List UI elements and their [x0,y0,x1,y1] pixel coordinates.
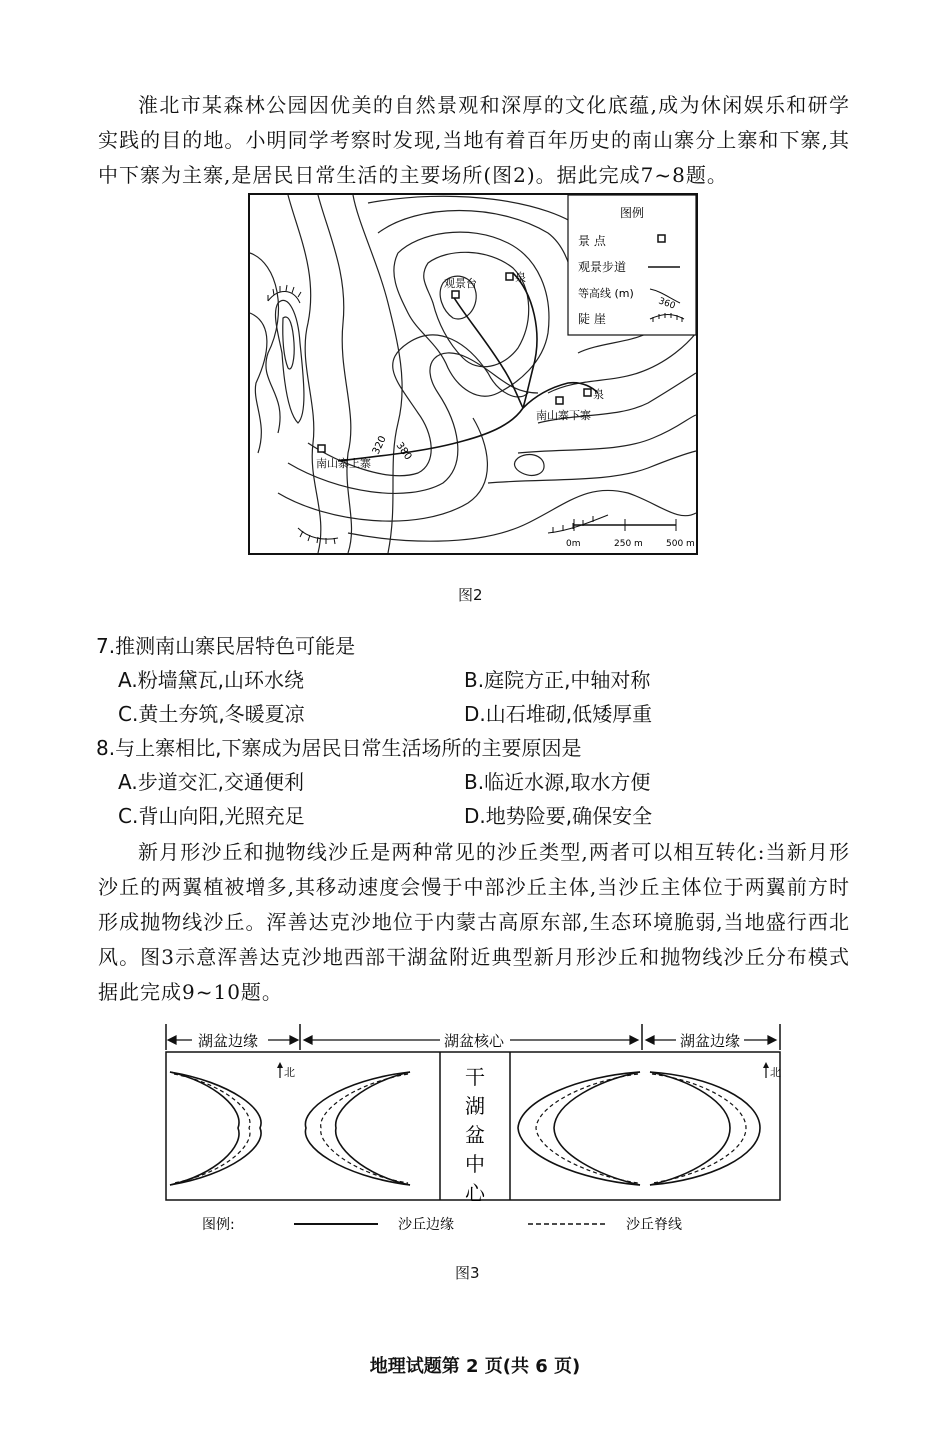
platform-label: 观景台 [444,277,477,290]
label-edge-right: 湖盆边缘 [680,1032,741,1050]
spring1-label: 泉 [515,271,526,284]
center-char-4: 中 [465,1152,485,1176]
q8-option-c[interactable]: C.背山向阳,光照充足 [118,804,305,828]
legend-cliff-label: 陡 崖 [578,312,606,326]
q8-option-a[interactable]: A.步道交汇,交通便利 [118,770,305,794]
center-char-3: 盆 [465,1123,485,1147]
fig3-legend-title: 图例: [202,1217,235,1233]
svg-text:北: 北 [770,1066,781,1079]
center-char-5: 心 [465,1181,485,1205]
legend-contour-label: 等高线 (m) [578,287,634,300]
center-char-2: 湖 [465,1094,485,1118]
q7-option-c[interactable]: C.黄土夯筑,冬暖夏凉 [118,702,305,726]
spring-icon [506,273,513,280]
center-char-1: 干 [465,1065,485,1089]
legend-dashed-label: 沙丘脊线 [626,1217,682,1233]
label-core: 湖盆核心 [444,1032,505,1050]
figure-2-caption: 图2 [458,586,483,604]
viewing-platform-icon [452,291,459,298]
legend-title: 图例 [619,206,645,220]
upper-village-icon [318,445,325,452]
spring2-label: 泉 [593,388,604,401]
contour-380-label: 380 [393,440,414,463]
scale-250: 250 m [614,539,643,549]
figure-3-caption: 图3 [455,1264,480,1282]
contour-320-label: 320 [370,434,389,457]
q8-option-b[interactable]: B.临近水源,取水方便 [464,770,651,794]
legend-solid-label: 沙丘边缘 [398,1217,454,1233]
q7-option-d[interactable]: D.山石堆砌,低矮厚重 [464,702,653,726]
lower-village-icon [556,397,563,404]
passage-2: 新月形沙丘和抛物线沙丘是两种常见的沙丘类型,两者可以相互转化:当新月形沙丘的两翼植被增多,其移动速度会慢于中部沙丘主体,当沙丘主体位于两翼前方时形成抛物线沙丘。浑善达克沙地位于内蒙古高原东部,生态环境脆弱,当地盛行西北风。图3示意浑善达克沙地西部干湖盆附近典型新月形沙丘和抛物线沙丘分布模式据此完成9~10题。 [98,840,850,1004]
legend-scenic-label: 景 点 [578,234,606,248]
q7-option-b[interactable]: B.庭院方正,中轴对称 [464,668,651,692]
scenic-spot-icon [658,235,665,242]
legend-trail-label: 观景步道 [578,260,627,274]
question-7-stem: 7.推测南山寨民居特色可能是 [96,634,356,658]
question-8-stem: 8.与上寨相比,下寨成为居民日常生活场所的主要原因是 [96,736,582,760]
svg-text:北: 北 [284,1066,295,1079]
label-edge-left: 湖盆边缘 [198,1032,259,1050]
legend-contour-sample: 360 [656,296,677,312]
spring-icon [584,389,591,396]
legend-box [568,195,696,335]
q7-option-a[interactable]: A.粉墙黛瓦,山环水绕 [118,668,305,692]
scale-0: 0m [566,539,581,549]
figure-3-dune-diagram [160,1020,790,1245]
scale-500: 500 m [666,539,695,549]
figure-2-contour-map [248,193,698,555]
page-footer: 地理试题第 2 页(共 6 页) [369,1356,581,1377]
upper-village-label: 南山寨上寨 [316,457,371,470]
passage-1: 淮北市某森林公园因优美的自然景观和深厚的文化底蕴,成为休闲娱乐和研学实践的目的地。小明同学考察时发现,当地有着百年历史的南山寨分上寨和下寨,其中下寨为主寨,是居民日常生活的主要场所(图2)。据此完成7~8题。 [98,93,850,187]
lower-village-label: 南山寨下寨 [536,409,591,422]
q8-option-d[interactable]: D.地势险要,确保安全 [464,804,653,828]
